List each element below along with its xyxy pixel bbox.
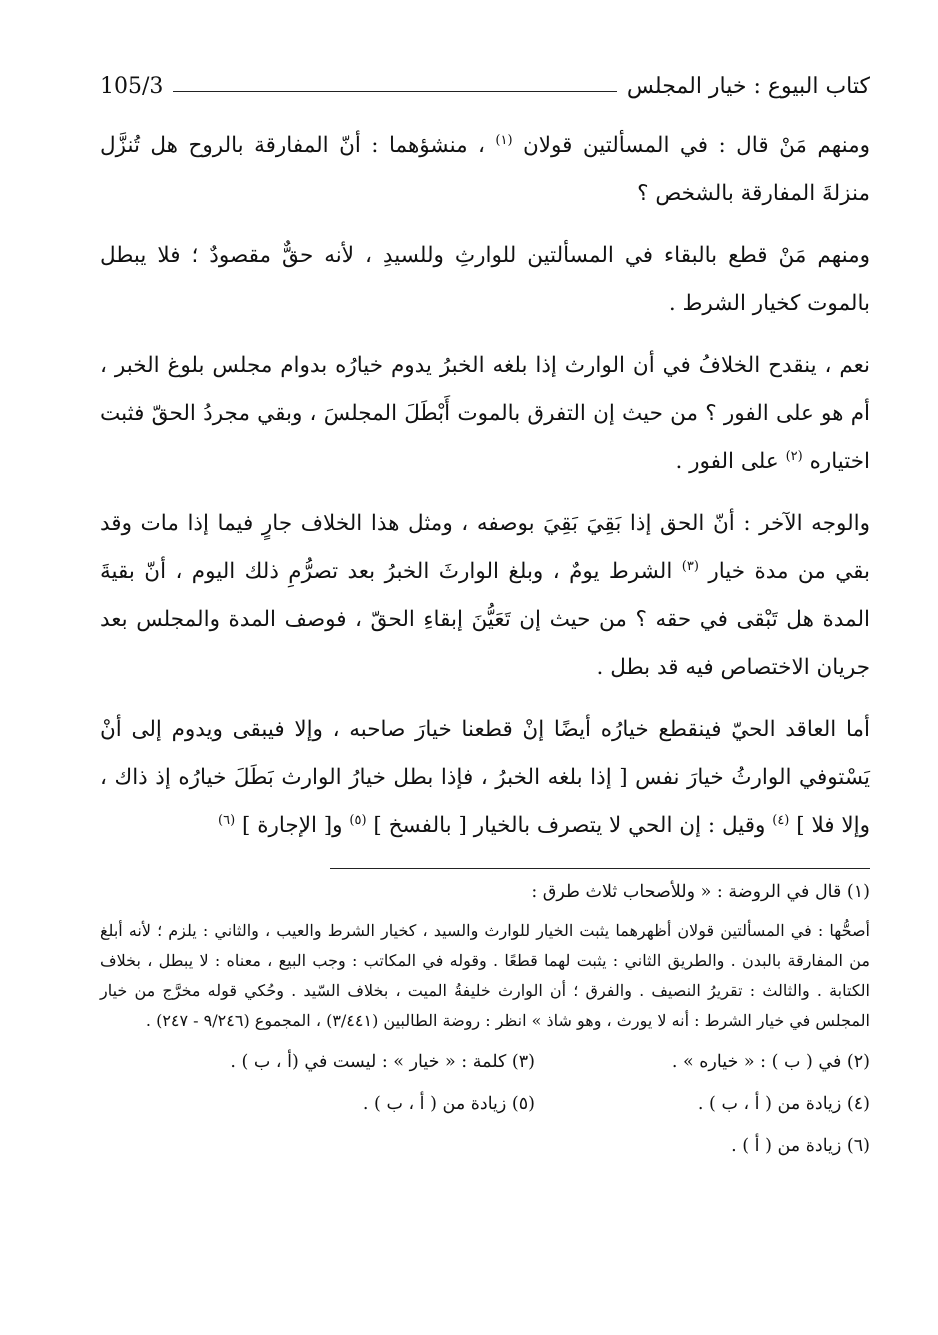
footnote-ref: (٥) [349, 812, 367, 828]
footnote-row [100, 1046, 870, 1078]
footnote-ref: (٢) [785, 448, 803, 464]
paragraph-text: على الفور . [675, 449, 779, 474]
paragraph-2 [100, 232, 870, 328]
footnote-1-body: أصحُّها : في المسألتين قولان أظهرهما يثبت الخيار للوارث والسيد ، كخيار الشرط والعيب ، والثاني : يلزم ؛ لأنه أبلغ من المفارقة بالبدن . والطريق الثاني : يثبت لهما قطعًا . وقوله في المكاتب : وجب البيع ، معناه : لا يبطل ، بخلاف الكتابة . والثالث : تقريرُ النصيف . والفرق ؛ أن الوارث خليفةُ الميت ، بخلاف السّيد . وحُكي قوله مخرَّج من خيار المجلس في خيار الشرط : أنه لا يورث ، وهو شاذ » انظر : روضة الطالبين (٣/٤٤١) ، المجموع (٩/٢٤٦ - ٢٤٧) . [100, 921, 871, 1030]
paragraph-text: ، منشؤهما : أنّ المفارقة بالروح هل تُنزَّل منزلةَ المفارقة بالشخص ؟ [100, 133, 870, 206]
paragraph-text: الشرط يومٌ ، وبلغ الوارثَ الخبرُ بعد تصرُّمِ ذلك اليوم ، أنّ بقيةَ المدة هل تَبْقى في حقه ؟ من حيث إن تَعَيُّنَ إبقاءِ الحقّ ، فوصف المدة والمجلس بعد جريان الاختصاص فيه قد بطل . [100, 559, 870, 680]
header-title: كتاب البيوع : خيار المجلس [626, 74, 870, 99]
footnote-4: (٤) زيادة من ( أ ، ب ) . [697, 1094, 870, 1114]
paragraph-text: أما العاقد الحيّ فينقطع خيارُه أيضًا إنْ قطعنا خيارَ صاحبه ، وإلا فيبقى ويدوم إلى أنْ يَسْتوفي الوارثُ خيارَ نفس [ إذا بلغه الخبرُ ، فإذا بطل خيارُ الوارث بَطَلَ خيارُه إذ ذاك ، وإلا فلا ] [100, 717, 870, 838]
page-number: 105/3 [100, 74, 164, 99]
paragraph-text: ومنهم مَنْ قطع بالبقاء في المسألتين للوارثِ وللسيدِ ، لأنه حقٌّ مقصودٌ ؛ فلا يبطل بالموت كخيار الشرط . [100, 243, 870, 316]
paragraph-text: والوجه الآخر : أنّ الحق إذا بَقِيَ بَقِيَ بوصفه ، ومثل هذا الخلاف جارٍ فيما إذا مات وقد بقي من مدة خيار [100, 511, 871, 584]
footnote-row [100, 1130, 870, 1162]
paragraph-1 [100, 122, 870, 218]
paragraph-text: نعم ، ينقدح الخلافُ في أن الوارث إذا بلغه الخبرُ يدوم خيارُه بدوام مجلس بلوغ الخبر ، أم هو على الفور ؟ من حيث إن التفرق بالموت أَبْطَلَ المجلسَ ، وبقي مجردُ الحقّ فثبت اختياره [100, 353, 870, 474]
footnote-1-head: (١) قال في الروضة : « وللأصحاب ثلاث طرق : [531, 882, 870, 902]
footnote-ref: (٣) [681, 558, 699, 574]
footnote-ref: (٦) [218, 812, 236, 828]
header-rule [173, 91, 616, 92]
paragraph-text: ومنهم مَنْ قال : في المسألتين قولان [522, 133, 870, 158]
footnote-3: (٣) كلمة : « خيار » : ليست في (أ ، ب ) . [230, 1052, 535, 1072]
footnotes [100, 876, 870, 1162]
paragraph-5 [100, 706, 870, 850]
footnote-ref: (١) [495, 132, 513, 148]
paragraph-3 [100, 342, 870, 486]
footnote-5: (٥) زيادة من ( أ ، ب ) . [362, 1094, 535, 1114]
main-text [100, 122, 870, 864]
paragraph-4 [100, 500, 870, 692]
running-header [100, 62, 870, 98]
footnote-6: (٦) زيادة من ( أ ) . [731, 1136, 870, 1156]
footnote-ref: (٤) [772, 812, 790, 828]
paragraph-text: وقيل : إن الحي لا يتصرف بالخيار [ بالفسخ ] [373, 813, 766, 838]
footnote-2: (٢) في ( ب ) : « خياره » . [671, 1052, 870, 1072]
footnote-separator [330, 868, 870, 869]
paragraph-text: و[ الإجارة ] [242, 813, 343, 838]
footnote-row [100, 1088, 870, 1120]
